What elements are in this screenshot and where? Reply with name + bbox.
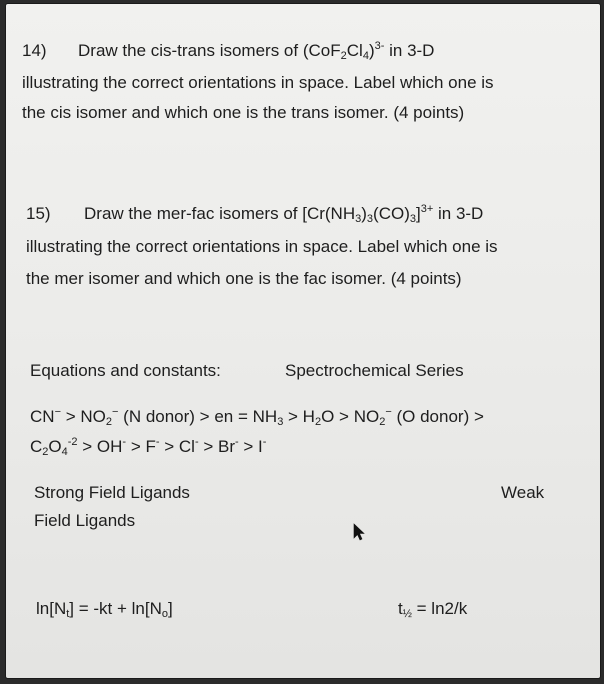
equations-header: Equations and constants: (30, 361, 221, 380)
q15-number: 15) (26, 204, 51, 223)
q15-line1: Draw the mer-fac isomers of $[Cr(NH_3)_3(CO)_3]^{3+}$ in 3-D (84, 203, 484, 225)
q14-line2: illustrating the correct orientations in space. Label which one is (22, 73, 494, 92)
spectrochemical-header: Spectrochemical Series (285, 361, 464, 380)
q14-line3: the cis isomer and which one is the trans isomer. (4 points) (22, 103, 465, 122)
q14-line1: Draw the cis-trans isomers of $(CoF_2Cl_4)^{3-}$ in 3-D (78, 40, 435, 62)
q15-line3: the mer isomer and which one is the fac isomer. (4 points) (26, 269, 462, 288)
strong-field-label: Strong Field Ligands (34, 483, 190, 502)
q14-number: 14) (22, 41, 47, 60)
worksheet-page (6, 4, 600, 678)
field-ligands-label: Field Ligands (34, 511, 136, 530)
mouse-pointer-icon (353, 523, 365, 541)
spectrochemical-series-line2: $C_2O_4^{-2} > OH^- > F^- > Cl^- > Br^- > I^-$ (30, 436, 267, 458)
weak-label: Weak (501, 483, 545, 502)
spectrochemical-series-line1: $CN^- > NO_2^-$ (N donor) > en = $NH_3 > H_2O > NO_2^-$ (O donor) > (30, 406, 484, 428)
half-life-equation: $t_{\frac{1}{2}} = \ln 2/k$ (398, 599, 468, 620)
first-order-rate-equation: $\ln[N_t] = -kt + \ln[N_o]$ (36, 599, 173, 620)
q15-line2: illustrating the correct orientations in space. Label which one is (26, 237, 498, 256)
